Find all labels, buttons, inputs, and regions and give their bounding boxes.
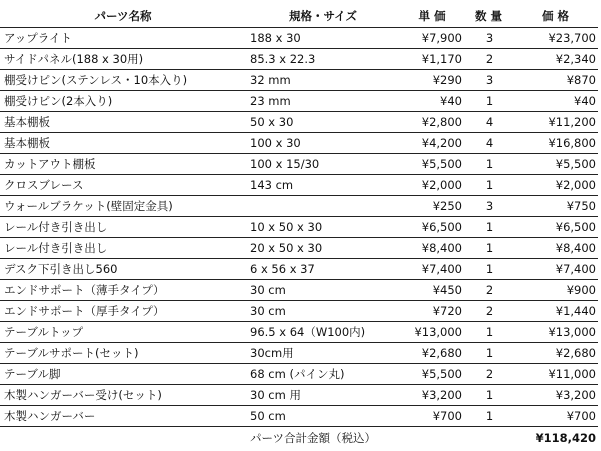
part-quantity: 1 bbox=[464, 259, 513, 280]
part-name: エンドサポート（薄手タイプ） bbox=[0, 280, 246, 301]
part-unit-price: ¥290 bbox=[400, 70, 464, 91]
part-quantity: 3 bbox=[464, 70, 513, 91]
table-row bbox=[0, 406, 598, 427]
part-spec: 32 mm bbox=[246, 70, 400, 91]
total-spacer-qty bbox=[464, 427, 513, 450]
table-row bbox=[0, 217, 598, 238]
table-row bbox=[0, 364, 598, 385]
table-row bbox=[0, 28, 598, 49]
part-price: ¥6,500 bbox=[513, 217, 598, 238]
part-spec: 10 x 50 x 30 bbox=[246, 217, 400, 238]
part-name: アップライト bbox=[0, 28, 246, 49]
table-row bbox=[0, 133, 598, 154]
part-unit-price: ¥40 bbox=[400, 91, 464, 112]
part-name: サイドパネル(188 x 30用) bbox=[0, 49, 246, 70]
table-row bbox=[0, 112, 598, 133]
part-name: 棚受けピン(2本入り) bbox=[0, 91, 246, 112]
part-name: 木製ハンガーバー bbox=[0, 406, 246, 427]
part-price: ¥5,500 bbox=[513, 154, 598, 175]
total-row bbox=[0, 427, 598, 450]
part-spec: 50 cm bbox=[246, 406, 400, 427]
header-price: 価 格 bbox=[513, 4, 598, 28]
part-spec: 30cm用 bbox=[246, 343, 400, 364]
part-price: ¥7,400 bbox=[513, 259, 598, 280]
part-name: クロスブレース bbox=[0, 175, 246, 196]
header-name: パーツ名称 bbox=[0, 4, 246, 28]
table-row bbox=[0, 175, 598, 196]
part-unit-price: ¥4,200 bbox=[400, 133, 464, 154]
part-unit-price: ¥7,900 bbox=[400, 28, 464, 49]
part-unit-price: ¥2,000 bbox=[400, 175, 464, 196]
part-spec: 68 cm (パイン丸) bbox=[246, 364, 400, 385]
table-row bbox=[0, 238, 598, 259]
part-quantity: 1 bbox=[464, 175, 513, 196]
part-price: ¥750 bbox=[513, 196, 598, 217]
part-unit-price: ¥3,200 bbox=[400, 385, 464, 406]
part-quantity: 4 bbox=[464, 112, 513, 133]
part-spec: 6 x 56 x 37 bbox=[246, 259, 400, 280]
table-body bbox=[0, 28, 598, 450]
header-quantity: 数 量 bbox=[464, 4, 513, 28]
part-spec: 100 x 30 bbox=[246, 133, 400, 154]
part-quantity: 3 bbox=[464, 196, 513, 217]
table-row bbox=[0, 91, 598, 112]
part-quantity: 2 bbox=[464, 280, 513, 301]
part-quantity: 1 bbox=[464, 91, 513, 112]
table-row bbox=[0, 70, 598, 91]
table-row bbox=[0, 280, 598, 301]
part-name: 木製ハンガーバー受け(セット) bbox=[0, 385, 246, 406]
part-quantity: 1 bbox=[464, 385, 513, 406]
part-price: ¥870 bbox=[513, 70, 598, 91]
header-row bbox=[0, 4, 598, 28]
part-spec: 20 x 50 x 30 bbox=[246, 238, 400, 259]
part-price: ¥1,440 bbox=[513, 301, 598, 322]
table-header bbox=[0, 4, 598, 28]
part-unit-price: ¥700 bbox=[400, 406, 464, 427]
table-row bbox=[0, 301, 598, 322]
part-spec: 143 cm bbox=[246, 175, 400, 196]
part-price: ¥3,200 bbox=[513, 385, 598, 406]
part-quantity: 4 bbox=[464, 133, 513, 154]
table-row bbox=[0, 196, 598, 217]
part-unit-price: ¥7,400 bbox=[400, 259, 464, 280]
part-quantity: 1 bbox=[464, 238, 513, 259]
part-name: カットアウト棚板 bbox=[0, 154, 246, 175]
part-name: テーブル脚 bbox=[0, 364, 246, 385]
total-label: パーツ合計金額（税込） bbox=[250, 431, 377, 445]
part-quantity: 1 bbox=[464, 154, 513, 175]
part-unit-price: ¥2,680 bbox=[400, 343, 464, 364]
total-value: ¥118,420 bbox=[535, 431, 596, 445]
part-price: ¥11,000 bbox=[513, 364, 598, 385]
part-unit-price: ¥250 bbox=[400, 196, 464, 217]
part-name: 基本棚板 bbox=[0, 112, 246, 133]
table-row bbox=[0, 154, 598, 175]
part-name: デスク下引き出し560 bbox=[0, 259, 246, 280]
table-row bbox=[0, 343, 598, 364]
part-quantity: 1 bbox=[464, 406, 513, 427]
part-name: ウォールブラケット(壁固定金具) bbox=[0, 196, 246, 217]
part-spec: 50 x 30 bbox=[246, 112, 400, 133]
part-name: エンドサポート（厚手タイプ） bbox=[0, 301, 246, 322]
part-spec: 23 mm bbox=[246, 91, 400, 112]
part-unit-price: ¥8,400 bbox=[400, 238, 464, 259]
part-quantity: 1 bbox=[464, 322, 513, 343]
part-spec: 96.5 x 64（W100内) bbox=[246, 322, 400, 343]
header-unit-price: 単 価 bbox=[400, 4, 464, 28]
part-name: テーブルトップ bbox=[0, 322, 246, 343]
part-price: ¥23,700 bbox=[513, 28, 598, 49]
part-unit-price: ¥720 bbox=[400, 301, 464, 322]
part-quantity: 2 bbox=[464, 364, 513, 385]
part-spec bbox=[246, 196, 400, 217]
part-spec: 30 cm bbox=[246, 280, 400, 301]
header-spec: 規格・サイズ bbox=[246, 4, 400, 28]
part-unit-price: ¥5,500 bbox=[400, 154, 464, 175]
part-price: ¥40 bbox=[513, 91, 598, 112]
part-price: ¥2,000 bbox=[513, 175, 598, 196]
part-name: 棚受けピン(ステンレス・10本入り) bbox=[0, 70, 246, 91]
part-price: ¥900 bbox=[513, 280, 598, 301]
part-spec: 30 cm bbox=[246, 301, 400, 322]
part-spec: 30 cm 用 bbox=[246, 385, 400, 406]
part-price: ¥11,200 bbox=[513, 112, 598, 133]
parts-table bbox=[0, 4, 598, 449]
part-price: ¥700 bbox=[513, 406, 598, 427]
part-unit-price: ¥2,800 bbox=[400, 112, 464, 133]
part-unit-price: ¥450 bbox=[400, 280, 464, 301]
part-spec: 188 x 30 bbox=[246, 28, 400, 49]
part-quantity: 1 bbox=[464, 343, 513, 364]
part-unit-price: ¥1,170 bbox=[400, 49, 464, 70]
part-price: ¥16,800 bbox=[513, 133, 598, 154]
table-row bbox=[0, 322, 598, 343]
part-name: レール付き引き出し bbox=[0, 238, 246, 259]
part-price: ¥13,000 bbox=[513, 322, 598, 343]
part-spec: 85.3 x 22.3 bbox=[246, 49, 400, 70]
part-unit-price: ¥5,500 bbox=[400, 364, 464, 385]
table-row bbox=[0, 259, 598, 280]
part-quantity: 2 bbox=[464, 49, 513, 70]
part-quantity: 1 bbox=[464, 217, 513, 238]
part-name: 基本棚板 bbox=[0, 133, 246, 154]
part-quantity: 2 bbox=[464, 301, 513, 322]
part-unit-price: ¥6,500 bbox=[400, 217, 464, 238]
part-name: テーブルサポート(セット) bbox=[0, 343, 246, 364]
part-quantity: 3 bbox=[464, 28, 513, 49]
part-price: ¥2,340 bbox=[513, 49, 598, 70]
part-unit-price: ¥13,000 bbox=[400, 322, 464, 343]
table-row bbox=[0, 385, 598, 406]
part-price: ¥2,680 bbox=[513, 343, 598, 364]
part-spec: 100 x 15/30 bbox=[246, 154, 400, 175]
part-name: レール付き引き出し bbox=[0, 217, 246, 238]
total-spacer bbox=[0, 427, 246, 450]
table-row bbox=[0, 49, 598, 70]
part-price: ¥8,400 bbox=[513, 238, 598, 259]
